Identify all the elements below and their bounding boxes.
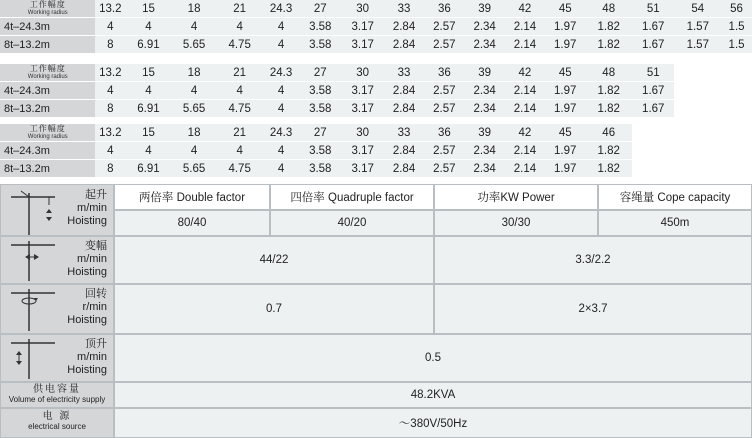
- capacity-cell: 2.57: [424, 36, 464, 54]
- radius-cell: 42: [505, 0, 545, 18]
- luffing-en: Hoisting: [67, 266, 107, 278]
- capacity-cell: 2.14: [505, 82, 545, 100]
- tower-crane-climbing-icon: [7, 339, 57, 379]
- capacity-cell: 1.82: [585, 36, 632, 54]
- capacity-cell: 2.34: [464, 36, 504, 54]
- radius-cell: 15: [125, 64, 172, 82]
- radius-cell: 15: [125, 0, 172, 18]
- row-label: 4t–24.3m: [0, 142, 95, 160]
- capacity-cell: 2.84: [384, 160, 424, 178]
- capacity-cell: 4.75: [216, 100, 263, 118]
- capacity-table: [0, 0, 752, 54]
- hoisting-unit: m/min: [77, 202, 107, 214]
- radius-cell: 21: [216, 124, 263, 142]
- capacity-cell: 2.14: [505, 100, 545, 118]
- capacity-cell: 4: [263, 100, 299, 118]
- capacity-cell: [674, 82, 721, 100]
- hoisting-quadruple-value: 40/20: [270, 210, 434, 236]
- capacity-cell: 2.14: [505, 18, 545, 36]
- header-quadruple-factor: 四倍率 Quadruple factor: [270, 184, 434, 210]
- capacity-cell: 8: [95, 36, 125, 54]
- radius-cell: 27: [299, 124, 341, 142]
- capacity-cell: 2.84: [384, 100, 424, 118]
- radius-cell: 48: [585, 64, 632, 82]
- capacity-cell: 3.17: [341, 160, 383, 178]
- slewing-power-value: 2×3.7: [434, 284, 752, 334]
- capacity-cell: 8: [95, 100, 125, 118]
- hoisting-cn: 起升: [85, 189, 107, 201]
- power-supply-cn: 供电容量: [33, 384, 81, 395]
- radius-cell: [721, 64, 752, 82]
- capacity-cell: 4.75: [216, 160, 263, 178]
- radius-cell: 56: [721, 0, 752, 18]
- capacity-cell: 4: [216, 18, 263, 36]
- radius-header-label: [0, 0, 95, 18]
- luffing-label: [0, 236, 114, 284]
- capacity-cell: 2.84: [384, 36, 424, 54]
- capacity-cell: 2.57: [424, 18, 464, 36]
- capacity-cell: 4: [125, 142, 172, 160]
- capacity-cell: 4: [216, 82, 263, 100]
- capacity-cell: 1.57: [674, 36, 721, 54]
- row-label: 4t–24.3m: [0, 82, 95, 100]
- radius-cell: 24.3: [263, 0, 299, 18]
- capacity-cell: 2.57: [424, 82, 464, 100]
- capacity-table: [0, 64, 752, 118]
- radius-cell: 45: [545, 0, 585, 18]
- tower-crane-trolley-icon: [7, 241, 57, 281]
- slewing-unit: r/min: [82, 301, 107, 313]
- radius-cell: 21: [216, 64, 263, 82]
- hoisting-label: [0, 184, 114, 236]
- capacity-cell: 4: [216, 142, 263, 160]
- capacity-cell: 2.34: [464, 142, 504, 160]
- row-label: 8t–13.2m: [0, 100, 95, 118]
- capacity-table-1: [0, 0, 752, 54]
- capacity-cell: 4: [263, 142, 299, 160]
- capacity-cell: 4: [172, 18, 217, 36]
- capacity-cell: 5.65: [172, 100, 217, 118]
- radius-cell: 21: [216, 0, 263, 18]
- capacity-cell: 2.34: [464, 100, 504, 118]
- power-supply-label: [0, 382, 114, 408]
- capacity-cell: 3.58: [299, 36, 341, 54]
- capacity-cell: 1.67: [632, 36, 674, 54]
- capacity-cell: 5.65: [172, 160, 217, 178]
- capacity-cell: [721, 82, 752, 100]
- radius-cell: 18: [172, 0, 217, 18]
- radius-label-cn: 工作幅度: [29, 0, 66, 9]
- capacity-cell: 2.34: [464, 160, 504, 178]
- capacity-cell: 3.17: [341, 36, 383, 54]
- capacity-cell: 6.91: [125, 36, 172, 54]
- capacity-cell: 1.57: [674, 18, 721, 36]
- capacity-cell: 1.97: [545, 36, 585, 54]
- capacity-cell: 3.58: [299, 100, 341, 118]
- capacity-cell: 3.58: [299, 18, 341, 36]
- radius-cell: 24.3: [263, 124, 299, 142]
- radius-cell: 45: [545, 64, 585, 82]
- capacity-cell: [721, 100, 752, 118]
- capacity-cell: 5.65: [172, 36, 217, 54]
- hoisting-capacity-value: 450m: [598, 210, 752, 236]
- radius-cell: 18: [172, 124, 217, 142]
- radius-cell: 42: [505, 64, 545, 82]
- radius-cell: 18: [172, 64, 217, 82]
- hoisting-double-value: 80/40: [114, 210, 270, 236]
- luffing-cn: 变幅: [85, 240, 107, 252]
- capacity-cell: 1.82: [585, 18, 632, 36]
- capacity-row: [0, 142, 752, 160]
- radius-cell: 13.2: [95, 64, 125, 82]
- capacity-cell: 4: [263, 82, 299, 100]
- capacity-cell: [674, 100, 721, 118]
- capacity-cell: [674, 142, 721, 160]
- capacity-table: [0, 124, 752, 178]
- capacity-cell: 2.34: [464, 18, 504, 36]
- tower-crane-hoist-icon: [7, 189, 57, 235]
- capacity-cell: 4: [263, 160, 299, 178]
- capacity-cell: [674, 160, 721, 178]
- radius-cell: 46: [585, 124, 632, 142]
- row-label: 8t–13.2m: [0, 160, 95, 178]
- capacity-cell: 1.97: [545, 82, 585, 100]
- capacity-cell: 2.14: [505, 160, 545, 178]
- radius-label-en: Working radius: [27, 73, 68, 80]
- slewing-label: [0, 284, 114, 334]
- slewing-en: Hoisting: [67, 314, 107, 326]
- radius-cell: 51: [632, 0, 674, 18]
- capacity-cell: 2.14: [505, 36, 545, 54]
- capacity-row: [0, 82, 752, 100]
- radius-cell: [632, 124, 674, 142]
- capacity-row: [0, 36, 752, 54]
- capacity-cell: 2.14: [505, 142, 545, 160]
- radius-cell: 36: [424, 64, 464, 82]
- radius-cell: 33: [384, 124, 424, 142]
- capacity-cell: 1.82: [585, 82, 632, 100]
- climbing-label: [0, 334, 114, 382]
- capacity-cell: 1.67: [632, 100, 674, 118]
- climbing-cn: 顶升: [85, 338, 107, 350]
- radius-cell: 54: [674, 0, 721, 18]
- capacity-row: [0, 160, 752, 178]
- hoisting-en: Hoisting: [67, 215, 107, 227]
- power-supply-value: 48.2KVA: [114, 382, 752, 408]
- capacity-cell: 3.17: [341, 100, 383, 118]
- capacity-cell: 2.57: [424, 142, 464, 160]
- hoisting-power-value: 30/30: [434, 210, 598, 236]
- capacity-cell: [632, 160, 674, 178]
- radius-cell: 30: [341, 124, 383, 142]
- radius-cell: 36: [424, 124, 464, 142]
- radius-cell: 39: [464, 64, 504, 82]
- climbing-unit: m/min: [77, 351, 107, 363]
- electrical-source-value: ～380V/50Hz: [114, 408, 752, 438]
- radius-cell: 51: [632, 64, 674, 82]
- radius-cell: [674, 124, 721, 142]
- radius-cell: 15: [125, 124, 172, 142]
- radius-cell: 24.3: [263, 64, 299, 82]
- radius-cell: 33: [384, 64, 424, 82]
- radius-cell: 36: [424, 0, 464, 18]
- radius-cell: 27: [299, 64, 341, 82]
- capacity-cell: 2.34: [464, 82, 504, 100]
- luffing-speed-value: 44/22: [114, 236, 434, 284]
- row-label: 8t–13.2m: [0, 36, 95, 54]
- radius-cell: 39: [464, 124, 504, 142]
- capacity-cell: 3.17: [341, 18, 383, 36]
- capacity-cell: 3.58: [299, 142, 341, 160]
- tower-crane-slewing-icon: [7, 289, 57, 331]
- row-label: 4t–24.3m: [0, 18, 95, 36]
- radius-cell: 13.2: [95, 124, 125, 142]
- luffing-power-value: 3.3/2.2: [434, 236, 752, 284]
- radius-cell: [674, 64, 721, 82]
- radius-cell: 30: [341, 0, 383, 18]
- radius-header-label: [0, 64, 95, 82]
- capacity-cell: 1.82: [585, 142, 632, 160]
- capacity-cell: 1.5: [721, 36, 752, 54]
- radius-cell: 33: [384, 0, 424, 18]
- climbing-speed-value: 0.5: [114, 334, 752, 382]
- capacity-cell: [721, 142, 752, 160]
- radius-label-cn: 工作幅度: [29, 124, 66, 133]
- capacity-row: [0, 100, 752, 118]
- capacity-table-2: [0, 64, 752, 118]
- capacity-cell: 4: [125, 82, 172, 100]
- radius-cell: 39: [464, 0, 504, 18]
- capacity-cell: 8: [95, 160, 125, 178]
- electrical-source-label: [0, 408, 114, 438]
- capacity-cell: 3.58: [299, 160, 341, 178]
- header-power: 功率KW Power: [434, 184, 598, 210]
- capacity-cell: 3.17: [341, 82, 383, 100]
- capacity-cell: 1.97: [545, 160, 585, 178]
- capacity-cell: 4.75: [216, 36, 263, 54]
- capacity-cell: 2.84: [384, 142, 424, 160]
- radius-cell: 30: [341, 64, 383, 82]
- capacity-cell: 4: [263, 36, 299, 54]
- slewing-speed-value: 0.7: [114, 284, 434, 334]
- capacity-cell: 6.91: [125, 100, 172, 118]
- capacity-cell: 4: [172, 82, 217, 100]
- capacity-cell: 3.58: [299, 82, 341, 100]
- radius-cell: 27: [299, 0, 341, 18]
- capacity-cell: 1.67: [632, 82, 674, 100]
- capacity-cell: 1.67: [632, 18, 674, 36]
- header-cope-capacity: 容绳量 Cope capacity: [598, 184, 752, 210]
- capacity-cell: 4: [172, 142, 217, 160]
- climbing-en: Hoisting: [67, 364, 107, 376]
- capacity-cell: 3.17: [341, 142, 383, 160]
- radius-cell: 48: [585, 0, 632, 18]
- capacity-cell: [721, 160, 752, 178]
- radius-header-label: [0, 124, 95, 142]
- radius-label-en: Working radius: [27, 9, 68, 16]
- capacity-cell: 4: [263, 18, 299, 36]
- capacity-cell: 4: [95, 82, 125, 100]
- capacity-cell: 2.57: [424, 100, 464, 118]
- capacity-cell: 6.91: [125, 160, 172, 178]
- capacity-cell: 1.5: [721, 18, 752, 36]
- radius-cell: 42: [505, 124, 545, 142]
- capacity-cell: 2.84: [384, 82, 424, 100]
- capacity-cell: 2.84: [384, 18, 424, 36]
- capacity-table-3: [0, 124, 752, 178]
- capacity-cell: 4: [125, 18, 172, 36]
- luffing-unit: m/min: [77, 253, 107, 265]
- capacity-cell: [632, 142, 674, 160]
- capacity-cell: 1.97: [545, 18, 585, 36]
- radius-cell: [721, 124, 752, 142]
- electrical-source-cn: 电 源: [42, 411, 72, 422]
- radius-label-cn: 工作幅度: [29, 64, 66, 73]
- radius-cell: 13.2: [95, 0, 125, 18]
- capacity-cell: 4: [95, 18, 125, 36]
- radius-cell: 45: [545, 124, 585, 142]
- capacity-row: [0, 18, 752, 36]
- capacity-cell: 1.82: [585, 160, 632, 178]
- capacity-cell: 4: [95, 142, 125, 160]
- header-double-factor: 两倍率 Double factor: [114, 184, 270, 210]
- power-supply-en: Volume of electricity supply: [8, 395, 106, 404]
- capacity-cell: 1.97: [545, 100, 585, 118]
- radius-label-en: Working radius: [27, 133, 68, 140]
- slewing-cn: 回转: [85, 288, 107, 300]
- capacity-cell: 1.97: [545, 142, 585, 160]
- capacity-cell: 1.82: [585, 100, 632, 118]
- electrical-source-en: electrical source: [28, 422, 86, 431]
- capacity-cell: 2.57: [424, 160, 464, 178]
